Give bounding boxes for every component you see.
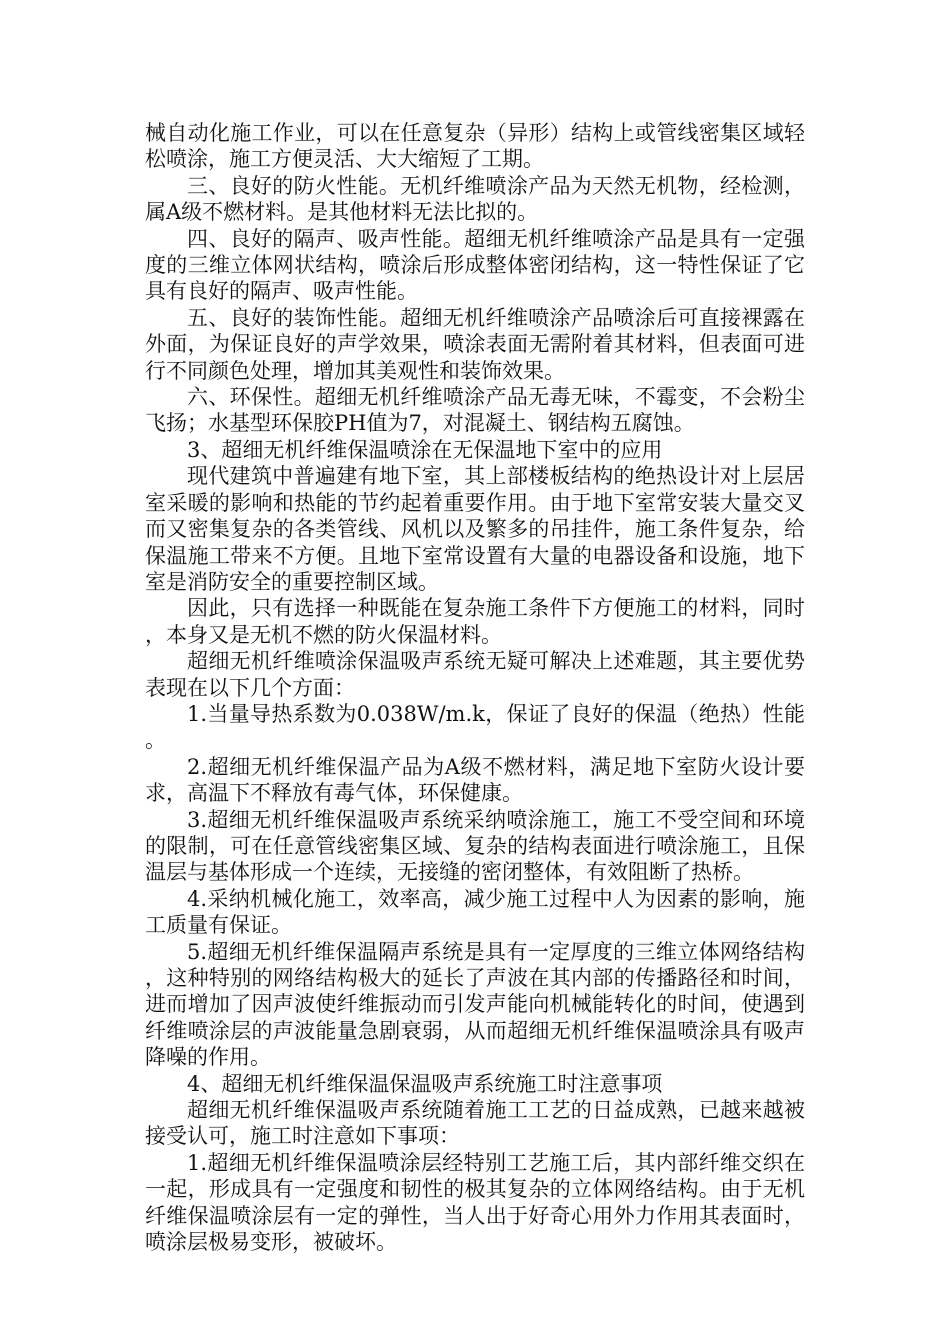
paragraph-therefore: 因此，只有选择一种既能在复杂施工条件下方便施工的材料，同时，本身又是无机不燃的防火保温材料。 — [145, 596, 805, 647]
paragraph-sound-insulation: 四、良好的隔声、吸声性能。超细无机纤维喷涂产品是具有一定强度的三维立体网状结构，喷涂后形成整体密闭结构，这一特性保证了它具有良好的隔声、吸声性能。 — [145, 226, 805, 304]
paragraph-precautions-intro: 超细无机纤维保温吸声系统随着施工工艺的日益成熟，已越来越被接受认可，施工时注意如下事项： — [145, 1098, 805, 1149]
paragraph-continuation: 械自动化施工作业，可以在任意复杂（异形）结构上或管线密集区域轻松喷涂，施工方便灵活、大大缩短了工期。 — [145, 121, 805, 172]
list-item-4: 4.采纳机械化施工，效率高，减少施工过程中人为因素的影响，施工质量有保证。 — [145, 886, 805, 938]
section-heading-4: 4、超细无机纤维保温保温吸声系统施工时注意事项 — [187, 1071, 663, 1096]
paragraph-environmental: 六、环保性。超细无机纤维喷涂产品无毒无味，不霉变，不会粉尘飞扬；水基型环保胶PH值为7，对混凝土、钢结构五腐蚀。 — [145, 385, 805, 436]
paragraph-decorative: 五、良好的装饰性能。超细无机纤维喷涂产品喷涂后可直接裸露在外面，为保证良好的声学效果，喷涂表面无需附着其材料，但表面可进行不同颜色处理，增加其美观性和装饰效果。 — [145, 305, 805, 383]
document-body — [145, 120, 805, 1255]
paragraph-fire-resistance: 三、良好的防火性能。无机纤维喷涂产品为天然无机物，经检测，属A级不燃材料。是其他材料无法比拟的。 — [145, 173, 805, 225]
section-heading-3: 3、超细无机纤维保温喷涂在无保温地下室中的应用 — [187, 437, 663, 462]
list-item-5: 5.超细无机纤维保温隔声系统是具有一定厚度的三维立体网络结构，这种特别的网络结构极大的延长了声波在其内部的传播路径和时间，进而增加了因声波使纤维振动而引发声能向机械能转化的时间，使遇到纤维喷涂层的声波能量急剧衰弱，从而超细无机纤维保温喷涂具有吸声降噪的作用。 — [145, 939, 805, 1070]
list-item-3: 3.超细无机纤维保温吸声系统采纳喷涂施工，施工不受空间和环境的限制，可在任意管线密集区域、复杂的结构表面进行喷涂施工，且保温层与基体形成一个连续，无接缝的密闭整体，有效阻断了热桥。 — [145, 807, 805, 885]
paragraph-basement-intro: 现代建筑中普遍建有地下室，其上部楼板结构的绝热设计对上层居室采暖的影响和热能的节约起着重要作用。由于地下室常安装大量交叉而又密集复杂的各类管线、风机以及繁多的吊挂件，施工条件复杂，给保温施工带来不方便。且地下室常设置有大量的电器设备和设施，地下室是消防安全的重要控制区域。 — [145, 464, 805, 594]
paragraph-advantages-intro: 超细无机纤维喷涂保温吸声系统无疑可解决上述难题，其主要优势表现在以下几个方面： — [145, 649, 805, 700]
list-item-1: 1.当量导热系数为0.038W/m.k，保证了良好的保温（绝热）性能。 — [145, 701, 805, 753]
precaution-item-1: 1.超细无机纤维保温喷涂层经特别工艺施工后，其内部纤维交织在一起，形成具有一定强度和韧性的极其复杂的立体网络结构。由于无机纤维保温喷涂层有一定的弹性，当人出于好奇心用外力作用其表面时，喷涂层极易变形，被破坏。 — [145, 1150, 805, 1255]
list-item-2: 2.超细无机纤维保温产品为A级不燃材料，满足地下室防火设计要求，高温下不释放有毒气体，环保健康。 — [145, 754, 805, 806]
